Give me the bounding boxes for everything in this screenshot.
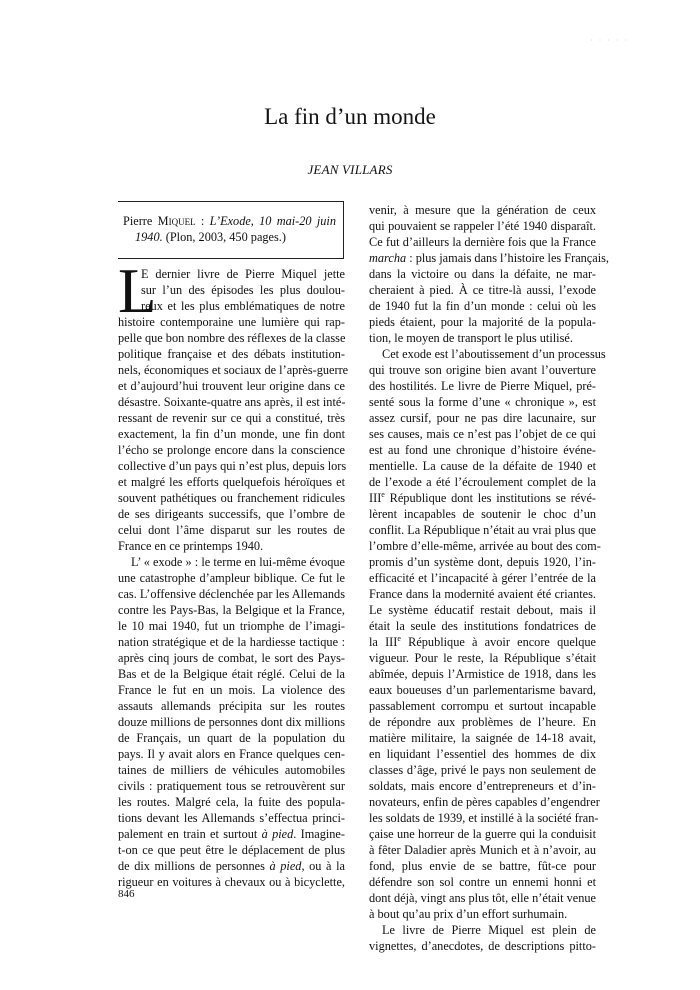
- text-line: civils : pratiquement tous se retrouvèrent sur: [118, 779, 345, 793]
- text-line: de 1940 fut la fin d’un monde : celui où les: [369, 299, 596, 313]
- text-line: novateurs, enfin de pères capables d’engendrer: [369, 795, 600, 809]
- text-line: France dans la modernité avaient été criantes.: [369, 587, 596, 601]
- text-line: lèrent incapables de soutenir le choc d’un: [369, 507, 596, 521]
- text-line: [369, 634, 596, 650]
- text-line: matière militaire, la saignée de 14-18 avait,: [369, 731, 596, 745]
- text-line: Le système éducatif restait debout, mais il: [369, 603, 596, 617]
- text-line: dont déjà, vingt ans plus tôt, elle n’était venue: [369, 891, 596, 905]
- text-line: des hostilités. Le livre de Pierre Miquel, pré-: [369, 379, 596, 393]
- text-line: cheraient à pied. À ce titre-là aussi, l’exode: [369, 283, 596, 297]
- text-line: vigueur. Pour le reste, la République s’était: [369, 651, 596, 665]
- text-run-italic: à pied: [261, 827, 294, 841]
- text-line: de répondre aux problèmes de l’heure. En: [369, 715, 596, 729]
- text-run: de dix millions de personnes: [118, 859, 270, 873]
- text-line: E dernier livre de Pierre Miquel jette: [141, 267, 345, 281]
- article-author: JEAN VILLARS: [307, 162, 393, 177]
- text-line: et d’aujourd’hui trouvent leur origine dans ce: [118, 379, 345, 393]
- text-line: efficacité et l’incapacité à gérer l’entrée de la: [369, 571, 596, 585]
- text-line: l’ombre d’elle-même, arrivée au bout des com-: [369, 539, 601, 553]
- text-line: rigueur en voitures à chevaux ou à bicyclette,: [118, 875, 345, 889]
- text-run: : plus jamais dans l’histoire les Français,: [406, 251, 609, 265]
- text-line: histoire contemporaine une lumière qui rap-: [118, 315, 345, 329]
- book-reference-box: [118, 201, 344, 259]
- text-line: France le fut en un mois. La violence des: [118, 683, 345, 697]
- text-line: [118, 826, 345, 842]
- text-line: dans la victoire ou dans la défaite, ne mar-: [369, 267, 596, 281]
- text-line: fond, plus envie de se battre, fût-ce pour: [369, 859, 596, 873]
- text-run: . Imagine-: [293, 827, 345, 841]
- text-line: çaise une horreur de la guerre qui la conduisit: [369, 827, 596, 841]
- superscript: e: [397, 633, 401, 643]
- text-line: Ce fut d’ailleurs la dernière fois que la France: [369, 235, 596, 249]
- text-line: pieds étaient, pour la majorité de la popula-: [369, 315, 596, 329]
- text-line: le 10 mai 1940, fut un triomphe de l’imagi-: [118, 619, 345, 633]
- text-run: République dont les institutions se révé-: [384, 491, 596, 505]
- text-line: abîmée, depuis l’Armistice de 1918, dans les: [369, 667, 596, 681]
- text-line: vignettes, d’anecdotes, de descriptions pitto-: [369, 939, 596, 953]
- text-line: à fêter Daladier après Munich et à n’avoir, au: [369, 843, 596, 857]
- drop-cap: L: [118, 256, 157, 326]
- text-line: collective d’un pays qui n’est plus, depuis lors: [118, 459, 347, 473]
- text-line: [118, 858, 345, 874]
- book-title-year: 1940.: [135, 230, 163, 244]
- text-line: assez cursif, pour ne pas dire lacunaire, sur: [369, 411, 596, 425]
- text-line: exactement, la fin d’un monde, une fin dont: [118, 427, 345, 441]
- text-line: celui dont l’âme disparut sur les routes de: [118, 523, 345, 537]
- book-title: L’Exode, 10 mai-20 juin: [209, 214, 336, 228]
- text-run: palement en train et surtout: [118, 827, 262, 841]
- text-line: les routes. Malgré cela, la fuite des popula-: [118, 795, 345, 809]
- text-line: de Français, un quart de la population du: [118, 731, 345, 745]
- text-line: douze millions de personnes dont dix millions: [118, 715, 345, 729]
- text-line: L’ « exode » : le terme en lui-même évoque: [131, 555, 345, 569]
- book-reference-line-2: [123, 229, 336, 245]
- text-line: mentielle. La cause de la défaite de 1940 et: [369, 459, 596, 473]
- text-line: contre les Pays-Bas, la Belgique et la France,: [118, 603, 345, 617]
- superscript: e: [381, 489, 385, 499]
- text-run-italic: à pied: [269, 859, 302, 873]
- text-line: Bas et de la Belgique était réglé. Celui de la: [118, 667, 345, 681]
- text-line: et malgré les efforts quelquefois héroïques et: [118, 475, 345, 489]
- text-line: Le livre de Pierre Miquel est plein de: [382, 923, 596, 937]
- text-line: ressant de revenir sur ce qui a constitué, très: [118, 411, 345, 425]
- book-author-last-name: Miquel: [157, 214, 196, 228]
- text-line: tions devant les Allemands s’effectua princi-: [118, 811, 345, 825]
- page-number: 846: [118, 888, 135, 900]
- text-line: taines de milliers de véhicules automobiles: [118, 763, 345, 777]
- text-line: France en ce printemps 1940.: [118, 539, 264, 553]
- text-line: soldats, mais encore d’entrepreneurs et d’in-: [369, 779, 596, 793]
- text-line: une catastrophe d’ampleur biblique. Ce fut le: [118, 571, 345, 585]
- text-line: en liquidant l’essentiel des hommes de dix: [369, 747, 596, 761]
- text-line: était la seule des institutions fondatrices de: [369, 619, 596, 633]
- text-line: pelle que bon nombre des réflexes de la classe: [118, 331, 346, 345]
- text-line: tion, le moyen de transport le plus utilisé.: [369, 331, 573, 345]
- text-line: qui trouve son origine bien avant l’ouverture: [369, 363, 596, 377]
- text-run: III: [369, 491, 382, 505]
- text-line: cas. L’offensive déclenchée par les Allemands: [118, 587, 345, 601]
- text-line: nels, économiques et sociaux de l’après-guerre: [118, 363, 349, 377]
- book-publisher: (Plon, 2003, 450 pages.): [162, 230, 286, 244]
- text-line: t-on ce que peut être le déplacement de plus: [118, 843, 345, 857]
- text-run: la III: [369, 635, 398, 649]
- text-line: reux et les plus emblématiques de notre: [141, 299, 345, 313]
- book-separator: :: [195, 214, 210, 228]
- text-line: assauts allemands précipita sur les routes: [118, 699, 345, 713]
- text-line: est au fond une chronique d’histoire événe-: [369, 443, 596, 457]
- text-line: [369, 250, 609, 266]
- text-line: qui pouvaient se rappeler l’été 1940 disparaît.: [369, 219, 596, 233]
- text-line: eaux boueuses d’un parlementarisme bavard,: [369, 683, 596, 697]
- text-run-italic: marcha: [369, 251, 407, 265]
- text-line: souvent pathétiques ou franchement ridicules: [118, 491, 345, 505]
- text-line: classes d’âge, privé le pays non seulement de: [369, 763, 596, 777]
- text-line: l’écho se prolonge encore dans la conscience: [118, 443, 345, 457]
- text-line: conflit. La République n’était au vrai plus que: [369, 523, 596, 537]
- text-line: à bout qu’au prix d’un effort surhumain.: [369, 907, 568, 921]
- text-line: de l’exode a été l’écroulement complet de la: [369, 475, 596, 489]
- text-line: les soldats de 1939, et instillé à la société fran-: [369, 811, 599, 825]
- text-line: défendre son sol contre un ennemi honni et: [369, 875, 596, 889]
- text-line: ses causes, mais ce n’est pas l’objet de ce qui: [369, 427, 596, 441]
- text-line: politique française et des débats institution-: [118, 347, 345, 361]
- text-line: de ses dirigeants successifs, que l’ombre de: [118, 507, 345, 521]
- book-author-first-name: Pierre: [123, 214, 158, 228]
- text-line: Cet exode est l’aboutissement d’un processus: [382, 347, 606, 361]
- text-line: nation stratégique et de la hardiesse tactique :: [118, 635, 345, 649]
- text-line: senté sous la forme d’une « chronique », est: [369, 395, 596, 409]
- text-line: sur l’un des épisodes les plus doulou-: [141, 283, 345, 297]
- text-line: passablement corrompu et surtout incapable: [369, 699, 596, 713]
- text-line: promis d’un système dont, depuis 1920, l’in-: [369, 555, 596, 569]
- text-line: désastre. Soixante-quatre ans après, il est inté-: [118, 395, 346, 409]
- corner-mark: · · · · ·: [590, 36, 630, 45]
- text-line: venir, à mesure que la génération de ceux: [369, 203, 596, 217]
- text-line: après cinq jours de combat, le sort des Pays-: [118, 651, 345, 665]
- book-reference-line-1: [123, 213, 336, 229]
- text-run: , ou à la: [301, 859, 345, 873]
- article-title: La fin d’un monde: [264, 104, 436, 129]
- text-line: [369, 490, 596, 506]
- text-line: pays. Il y avait alors en France quelques cen-: [118, 747, 345, 761]
- text-run: République à avoir encore quelque: [400, 635, 597, 649]
